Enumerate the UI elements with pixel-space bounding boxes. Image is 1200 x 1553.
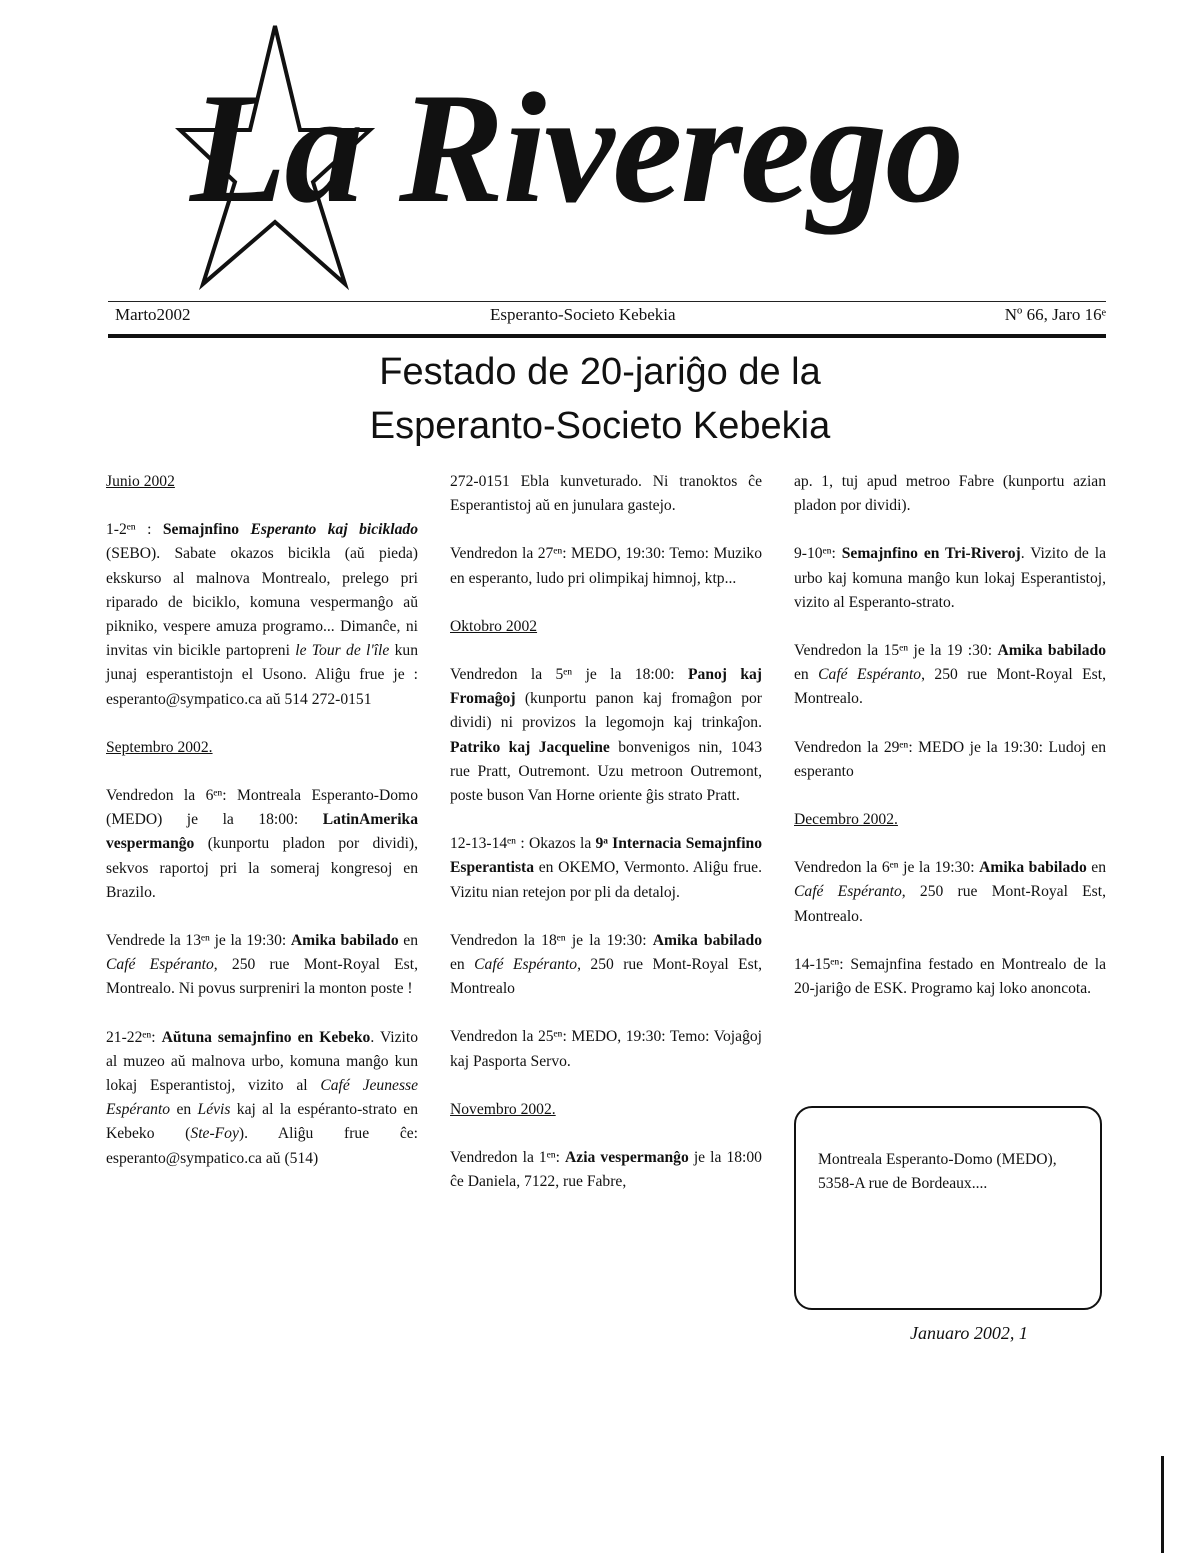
event-medo-ludoj: Vendredon la 29ᵉⁿ: MEDO je la 19:30: Ludoj en esperanto: [794, 738, 1106, 780]
month-heading-septembro: Septembro 2002.: [106, 738, 213, 756]
society-name: Esperanto-Societo Kebekia: [490, 305, 676, 324]
month-heading-novembro: Novembro 2002.: [450, 1100, 556, 1118]
footer-date: Januaro 2002, 1: [910, 1323, 1028, 1343]
address-text: Montreala Esperanto-Domo (MEDO), 5358-A rue de Bordeaux....: [818, 1151, 1057, 1193]
event-continuation: 272-0151 Ebla kunveturado. Ni tranoktos ĉe Esperantistoj aŭ en junulara gastejo.: [450, 473, 762, 515]
event-festado: 14-15ᵉⁿ: Semajnfina festado en Montrealo de la 20-jariĝo de ESK. Programo kaj loko anoncota.: [794, 955, 1106, 998]
column-2: [450, 470, 762, 1218]
event-azia-vespermango: Vendredon la 1ᵉⁿ: Azia vespermanĝo je la 18:00 ĉe Daniela, 7122, rue Fabre,: [450, 1149, 762, 1191]
event-medo-muziko: Vendredon la 27ᵉⁿ: MEDO, 19:30: Temo: Muziko en esperanto, ludo pri olimpikaj himnoj, ktp...: [450, 545, 762, 587]
month-heading-decembro: Decembro 2002.: [794, 811, 898, 829]
column-3: [794, 470, 1106, 1025]
masthead-rule-top: [108, 301, 1106, 302]
event-amika-babilado-sep: Vendrede la 13ᵉⁿ je la 19:30: Amika babilado en Café Espéranto, 250 rue Mont-Royal Est, Montrealo. Ni povus surpreniri la monton poste !: [106, 932, 419, 998]
event-internacia-semajnfino: 12-13-14ᵉⁿ : Okazos la 9ᵃ Internacia Semajnfino Esperantista en OKEMO, Vermonto. Aliĝu frue. Vizitu nian retejon por pli da detaloj.: [450, 835, 762, 901]
address-box: [794, 1106, 1102, 1310]
month-heading-oktobro: Oktobro 2002: [450, 617, 538, 635]
event-medo-vojagoj: Vendredon la 25ᵉⁿ: MEDO, 19:30: Temo: Vojaĝoj kaj Pasporta Servo.: [450, 1028, 762, 1070]
event-continuation: ap. 1, tuj apud metroo Fabre (kunportu azian pladon por dividi).: [794, 473, 1106, 515]
event-amika-babilado-dec: Vendredon la 6ᵉⁿ je la 19:30: Amika babilado en Café Espéranto, 250 rue Mont-Royal Est, Montrealo.: [794, 859, 1107, 925]
headline-line-1: Festado de 20-jariĝo de la: [379, 351, 821, 393]
event-panoj-kaj-fromagoj: Vendredon la 5ᵉⁿ je la 18:00: Panoj kaj Fromaĝoj (kunportu panon kaj fromaĝon por dividi) ni provizos la legomojn kaj trinkaĵon. Patriko kaj Jacqueline bonvenigos nin, 1043 rue Pratt, Outremont. Uzu metroon Outremont, poste buson Van Horne oriente ĝis strato Pratt.: [450, 666, 763, 805]
issue-number: Nº 66, Jaro 16ᵉ: [1004, 305, 1106, 324]
masthead-rule-bottom: [108, 334, 1106, 338]
masthead-title: La Riverego: [190, 61, 963, 236]
scan-edge-mark: [1161, 1456, 1164, 1553]
column-1: [106, 470, 418, 1195]
event-amika-babilado-okt: Vendredon la 18ᵉⁿ je la 19:30: Amika babilado en Café Espéranto, 250 rue Mont-Royal Est, Montrealo: [450, 931, 762, 998]
headline-line-2: Esperanto-Societo Kebekia: [369, 405, 831, 447]
event-latinamerika: Vendredon la 6ᵉⁿ: Montreala Esperanto-Domo (MEDO) je la 18:00: LatinAmerika vespermanĝo (kunportu pladon por dividi), sekvos raportoj pri la someraj kongresoj en Brazilo.: [106, 787, 418, 901]
headline: [0, 345, 1200, 453]
event-tri-riveroj: 9-10ᵉⁿ: Semajnfino en Tri-Riveroj. Vizito de la urbo kaj komuna manĝo kun lokaj Esperantistoj, vizito al Esperanto-strato.: [794, 545, 1106, 611]
event-amika-babilado-nov: Vendredon la 15ᵉⁿ je la 19 :30: Amika babilado en Café Espéranto, 250 rue Mont-Royal Est, Montrealo.: [794, 642, 1106, 708]
event-autuna-semajnfino: 21-22ᵉⁿ: Aŭtuna semajnfino en Kebeko. Vizito al muzeo aŭ malnova urbo, komuna manĝo kun lokaj Esperantistoj, vizito al Café Jeunesse Espéranto en Lévis kaj al la espéranto-strato en Kebeko (Ste-Foy). Aliĝu frue ĉe: esperanto@sympatico.ca aŭ (514): [106, 1028, 419, 1167]
month-heading-junio: Junio 2002: [106, 473, 175, 490]
event-sebo: 1-2ᵉⁿ : Semajnfino Esperanto kaj biciklado (SEBO). Sabate okazos bicikla (aŭ pieda) ekskurso al malnova Montrealo, prelego pri riparado de biciklo, komuna vespermanĝo aŭ pikniko, vespere amuza programo... Dimanĉe, ni invitas vin bicikle partopreni le Tour de l'île kun junaj esperantistojn el Usono. Aliĝu frue je : esperanto@sympatico.ca aŭ 514 272-0151: [106, 521, 418, 708]
issue-date: Marto2002: [115, 305, 191, 324]
